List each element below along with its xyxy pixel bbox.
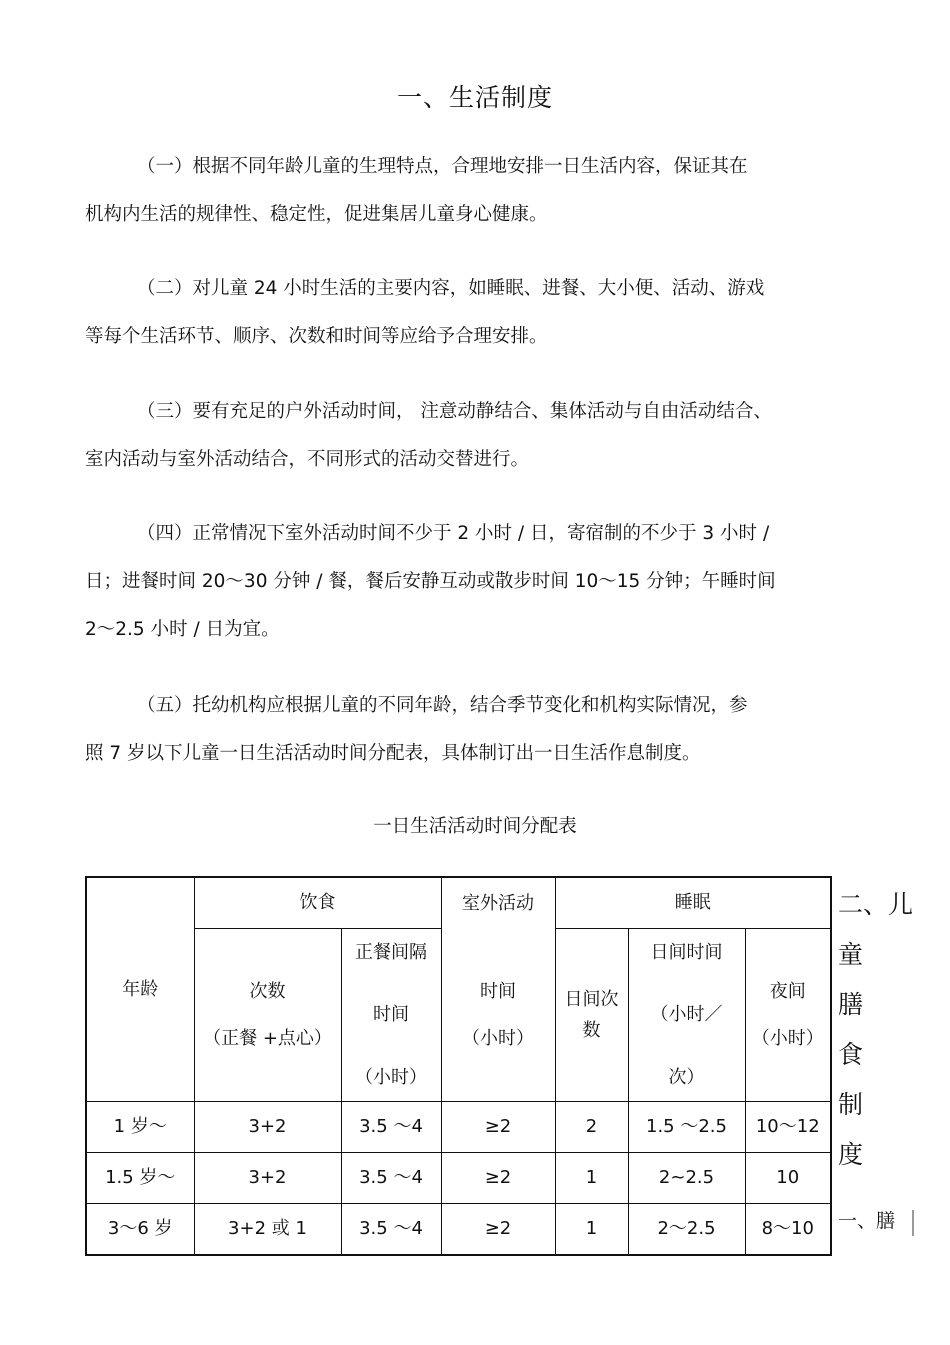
header-text: （小时／ [650,1004,723,1026]
paragraph-line: 2～2.5 小时 / 日为宜。 [85,619,280,640]
heading-char: 二、儿 [838,890,914,919]
cell-day-hours: 2～2.5 [628,1204,745,1256]
paragraph-line: 照 7 岁以下儿童一日生活活动时间分配表，具体制订出一日生活作息制度。 [85,743,701,764]
header-night [745,929,831,1102]
cell-night-hours: 10 [745,1153,831,1204]
header-text: 次数 [249,980,286,1002]
paragraph-line: 机构内生活的规律性、稳定性，促进集居儿童身心健康。 [85,204,548,225]
heading-char: 食 [838,1040,864,1069]
cell-night-hours: 8～10 [745,1204,831,1256]
heading-char: 童 [838,940,864,969]
header-text: 正餐间隔 [355,942,427,963]
paragraph-1 [85,143,870,239]
header-text: 数 [582,1020,601,1041]
table-caption: 一日生活活动时间分配表 [373,816,577,837]
header-text: 时间 [480,980,516,1002]
table-row [86,1153,831,1204]
subsection-heading: 一、膳 [838,1210,896,1232]
paragraph-line: 等每个生活环节、顺序、次数和时间等应给予合理安排。 [85,326,548,347]
paragraph-line: 日；进餐时间 20～30 分钟 / 餐，餐后安静互动或散步时间 10～15 分钟；午睡时间 [85,571,776,592]
table-row [86,1102,831,1153]
page-edge-divider [912,1210,914,1236]
paragraph-line: 室内活动与室外活动结合，不同形式的活动交替进行。 [85,449,530,470]
cell-meals: 3+2 [194,1102,341,1153]
header-text: （小时） [355,1066,427,1088]
cell-age: 1.5 岁～ [86,1153,194,1204]
header-text: 时间 [373,1004,409,1026]
cell-day-hours: 2~2.5 [628,1153,745,1204]
paragraph-line: （四）正常情况下室外活动时间不少于 2 小时 / 日，寄宿制的不少于 3 小时 / [137,523,770,544]
header-text: 日间次 [564,988,619,1010]
paragraph-2 [85,265,870,361]
cell-meals: 3+2 或 1 [194,1204,341,1256]
header-meal-interval [341,929,441,1102]
header-sleep: 睡眠 [555,877,831,929]
paragraph-line: （三）要有充足的户外活动时间， 注意动静结合、集体活动与自由活动结合、 [137,401,772,422]
paragraph-line: （二）对儿童 24 小时生活的主要内容，如睡眠、进餐、大小便、活动、游戏 [137,278,765,299]
paragraph-line: （一）根据不同年龄儿童的生理特点，合理地安排一日生活内容，保证其在 [137,156,748,177]
cell-meals: 3+2 [194,1153,341,1204]
header-text: （小时） [751,1028,824,1049]
paragraph-line: （五）托幼机构应根据儿童的不同年龄，结合季节变化和机构实际情况，参 [137,695,748,716]
header-diet-count [194,929,341,1102]
activity-time-table [85,876,832,1256]
section-heading-vertical [838,880,914,1180]
cell-day-naps: 1 [555,1204,628,1256]
paragraph-4 [85,510,870,654]
cell-day-naps: 1 [555,1153,628,1204]
header-text: 夜间 [769,980,806,1002]
cell-night-hours: 10～12 [745,1102,831,1153]
header-day-count [555,929,628,1102]
header-age: 年龄 [86,877,194,1102]
cell-interval: 3.5 ～4 [341,1204,441,1256]
cell-interval: 3.5 ～4 [341,1153,441,1204]
header-diet: 饮食 [194,877,441,929]
paragraph-5 [85,682,870,778]
cell-age: 3～6 岁 [86,1204,194,1256]
header-text: 日间时间 [650,942,723,963]
cell-day-naps: 2 [555,1102,628,1153]
cell-outdoor: ≥2 [441,1153,555,1204]
table-row [86,1204,831,1256]
header-text: （正餐 +点心） [203,1028,332,1049]
header-outdoor-time [441,929,555,1102]
cell-outdoor: ≥2 [441,1204,555,1256]
paragraph-3 [85,388,870,484]
heading-char: 制 [838,1090,864,1119]
cell-interval: 3.5 ～4 [341,1102,441,1153]
header-day-time [628,929,745,1102]
header-outdoor: 室外活动 [441,877,555,929]
heading-char: 度 [838,1140,864,1169]
page-title: 一、生活制度 [396,83,553,112]
header-text: （小时） [462,1027,534,1049]
cell-age: 1 岁～ [86,1102,194,1153]
cell-day-hours: 1.5 ～2.5 [628,1102,745,1153]
cell-outdoor: ≥2 [441,1102,555,1153]
heading-char: 膳 [838,990,864,1019]
header-text: 次） [668,1066,705,1088]
